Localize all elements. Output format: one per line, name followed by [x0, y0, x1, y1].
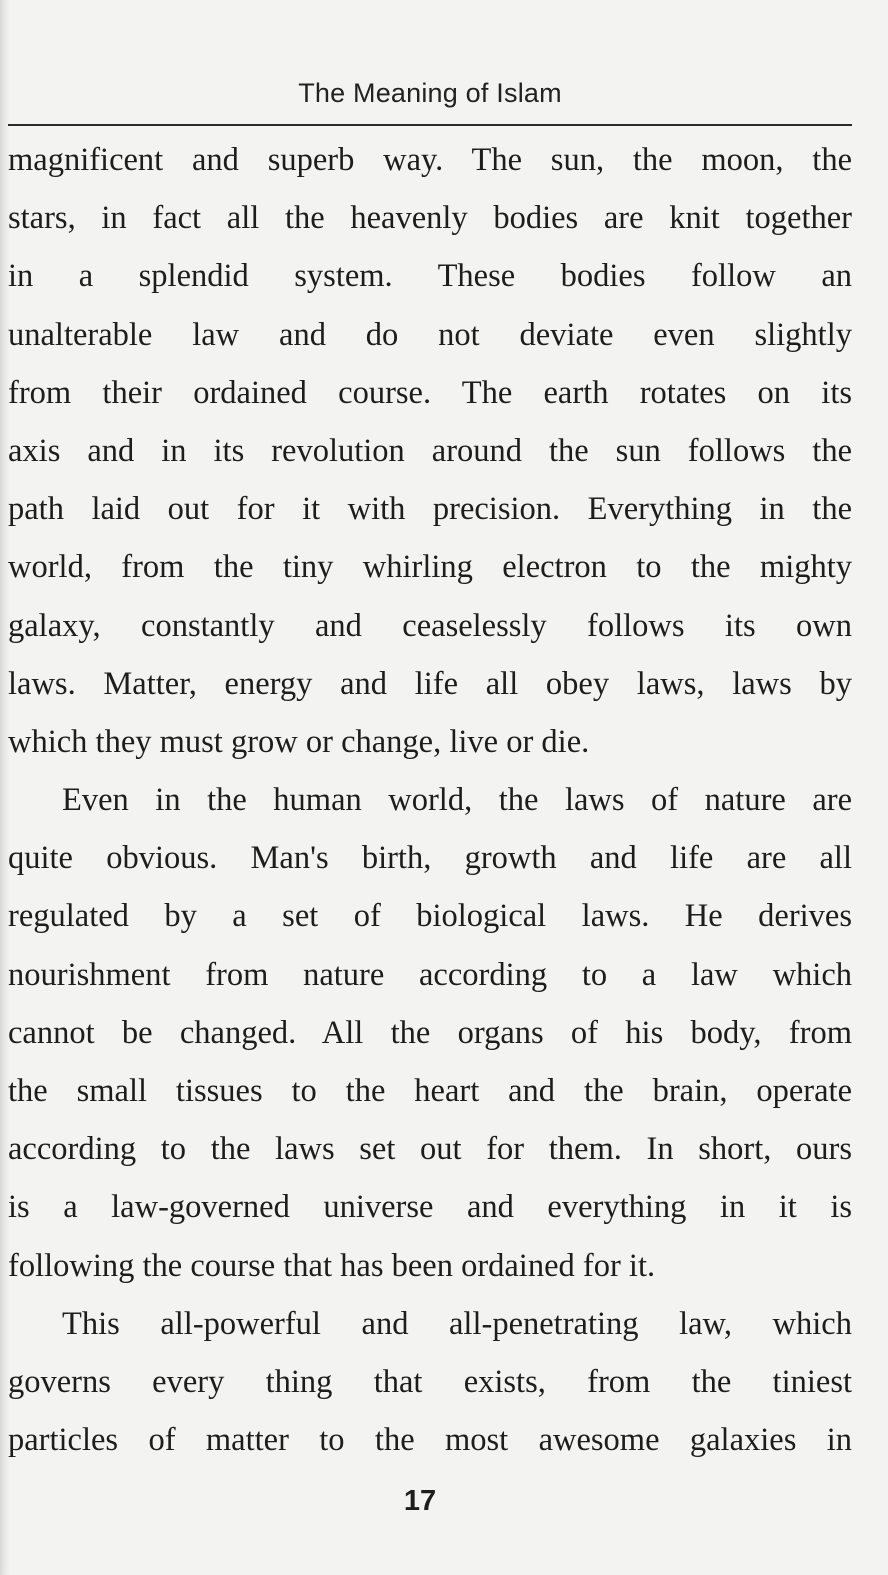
text-line: particles of matter to the most awesome galaxies in — [8, 1422, 852, 1459]
text-line: the small tissues to the heart and the brain, operate — [8, 1073, 852, 1109]
text-line: cannot be changed. All the organs of his body, from — [8, 1014, 852, 1051]
text-line: regulated by a set of biological laws. He derives — [8, 898, 852, 935]
text-line: stars, in fact all the heavenly bodies are knit together — [8, 200, 852, 237]
text-line: laws. Matter, energy and life all obey laws, laws by — [8, 665, 852, 702]
header-rule — [8, 124, 852, 126]
text-line: galaxy, constantly and ceaselessly follows its own — [8, 607, 852, 644]
text-line: unalterable law and do not deviate even slightly — [8, 316, 852, 353]
text-line: path laid out for it with precision. Everything in the — [8, 491, 852, 528]
text-line: magnificent and superb way. The sun, the moon, the — [8, 142, 852, 178]
text-line: This all-powerful and all-penetrating law, which — [62, 1305, 852, 1342]
text-line: following the course that has been ordained for it. — [8, 1247, 656, 1284]
text-line: axis and in its revolution around the sun follows the — [8, 432, 852, 469]
body-text — [8, 131, 852, 1469]
text-line: nourishment from nature according to a law which — [8, 956, 852, 993]
text-line: Even in the human world, the laws of nature are — [62, 782, 852, 819]
text-line: which they must grow or change, live or die. — [8, 723, 590, 760]
page-number: 17 — [403, 1485, 437, 1517]
text-line: in a splendid system. These bodies follow an — [8, 258, 852, 295]
text-line: according to the laws set out for them. In short, ours — [8, 1131, 852, 1168]
running-header: The Meaning of Islam — [298, 78, 562, 108]
text-line: is a law-governed universe and everything in it is — [8, 1189, 852, 1226]
text-line: world, from the tiny whirling electron to the mighty — [8, 549, 852, 586]
text-line: governs every thing that exists, from the tiniest — [8, 1363, 852, 1400]
text-line: from their ordained course. The earth rotates on its — [8, 374, 852, 411]
text-line: quite obvious. Man's birth, growth and life are all — [8, 840, 852, 877]
